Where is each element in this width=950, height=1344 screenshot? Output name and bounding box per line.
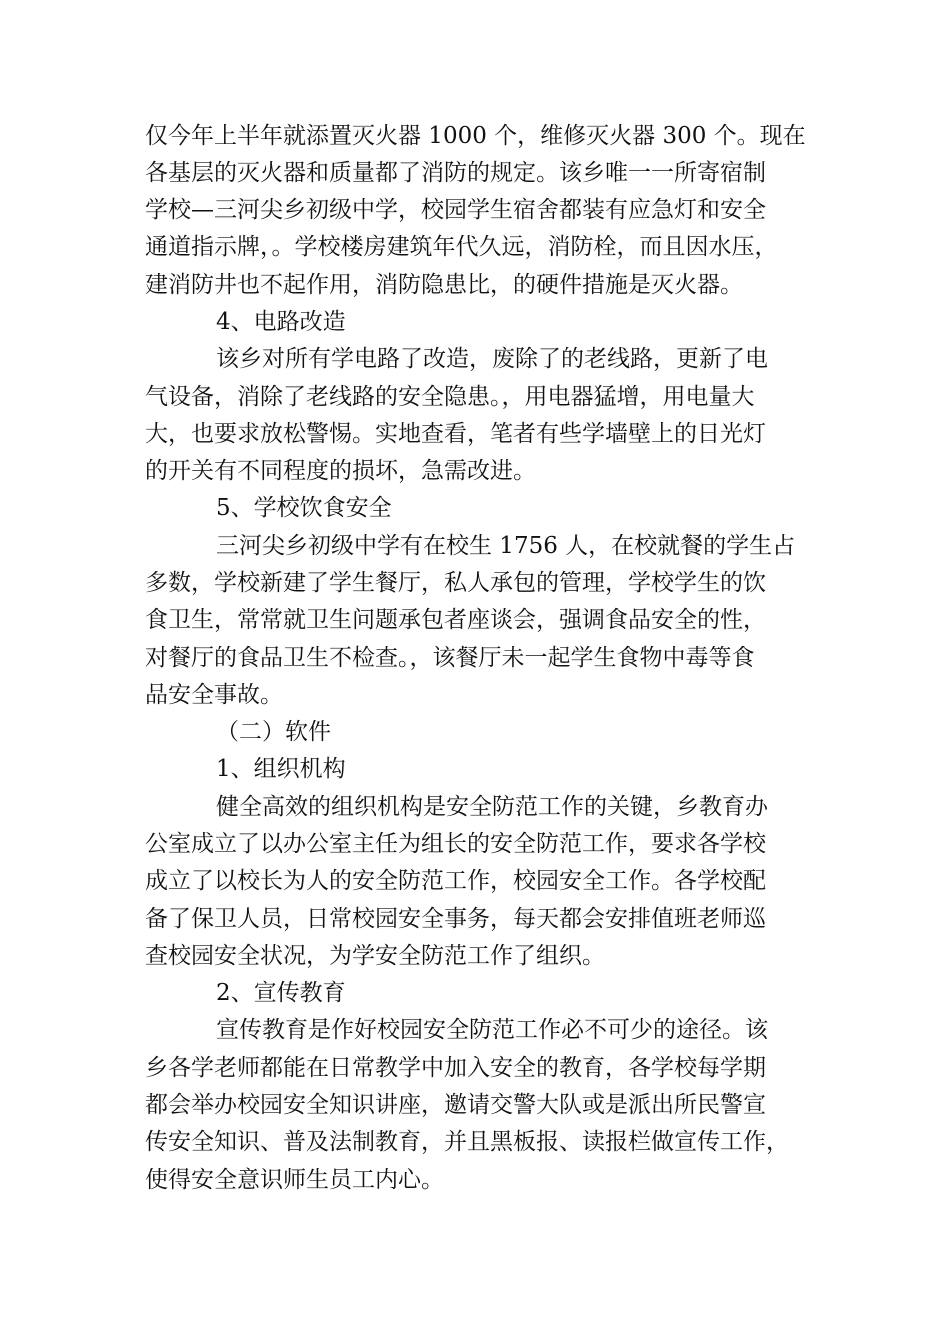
body-text-line: 备了保卫人员，日常校园安全事务，每天都会安排值班老师巡 bbox=[145, 906, 766, 932]
body-text-line: 公室成立了以办公室主任为组长的安全防范工作，要求各学校 bbox=[145, 831, 766, 857]
body-text-line: 的开关有不同程度的损坏，急需改进。 bbox=[145, 458, 536, 484]
body-text-line: 三河尖乡初级中学有在校生 1756 人，在校就餐的学生占 bbox=[216, 533, 796, 559]
body-text-line: 通道指示牌，。学校楼房建筑年代久远，消防栓，而且因水压， bbox=[145, 234, 778, 260]
body-text-line: 食卫生，常常就卫生问题承包者座谈会，强调食品安全的性， bbox=[145, 607, 766, 633]
body-text-line: 对餐厅的食品卫生不检查。，该餐厅未一起学生食物中毒等食 bbox=[145, 645, 755, 671]
section-heading: 2、宣传教育 bbox=[216, 980, 346, 1006]
body-text-line: 建消防井也不起作用，消防隐患比，的硬件措施是灭火器。 bbox=[145, 272, 743, 298]
body-text-line: 该乡对所有学电路了改造，废除了的老线路，更新了电 bbox=[216, 346, 768, 372]
body-text-line: 气设备，消除了老线路的安全隐患。，用电器猛增，用电量大 bbox=[145, 384, 755, 410]
body-text-line: 查校园安全状况，为学安全防范工作了组织。 bbox=[145, 943, 605, 969]
body-text-line: 成立了以校长为人的安全防范工作，校园安全工作。各学校配 bbox=[145, 868, 766, 894]
section-heading: （二）软件 bbox=[216, 719, 331, 745]
body-text-line: 多数，学校新建了学生餐厅，私人承包的管理，学校学生的饮 bbox=[145, 570, 766, 596]
body-text-line: 仅今年上半年就添置灭火器 1000 个，维修灭火器 300 个。现在 bbox=[145, 123, 806, 149]
body-text-line: 大，也要求放松警惕。实地查看，笔者有些学墙壁上的日光灯 bbox=[145, 421, 766, 447]
section-heading: 4、电路改造 bbox=[216, 309, 346, 335]
body-text-line: 学校—三河尖乡初级中学，校园学生宿舍都装有应急灯和安全 bbox=[145, 197, 766, 223]
body-text-line: 各基层的灭火器和质量都了消防的规定。该乡唯一一所寄宿制 bbox=[145, 160, 766, 186]
body-text-line: 乡各学老师都能在日常教学中加入安全的教育，各学校每学期 bbox=[145, 1055, 766, 1081]
body-text-line: 健全高效的组织机构是安全防范工作的关键，乡教育办 bbox=[216, 794, 768, 820]
section-heading: 1、组织机构 bbox=[216, 756, 346, 782]
section-heading: 5、学校饮食安全 bbox=[216, 495, 392, 521]
body-text-line: 传安全知识、普及法制教育，并且黑板报、读报栏做宣传工作， bbox=[145, 1129, 789, 1155]
body-text-line: 使得安全意识师生员工内心。 bbox=[145, 1167, 444, 1193]
body-text-line: 都会举办校园安全知识讲座，邀请交警大队或是派出所民警宣 bbox=[145, 1092, 766, 1118]
body-text-line: 宣传教育是作好校园安全防范工作必不可少的途径。该 bbox=[216, 1017, 768, 1043]
body-text-line: 品安全事故。 bbox=[145, 682, 283, 708]
